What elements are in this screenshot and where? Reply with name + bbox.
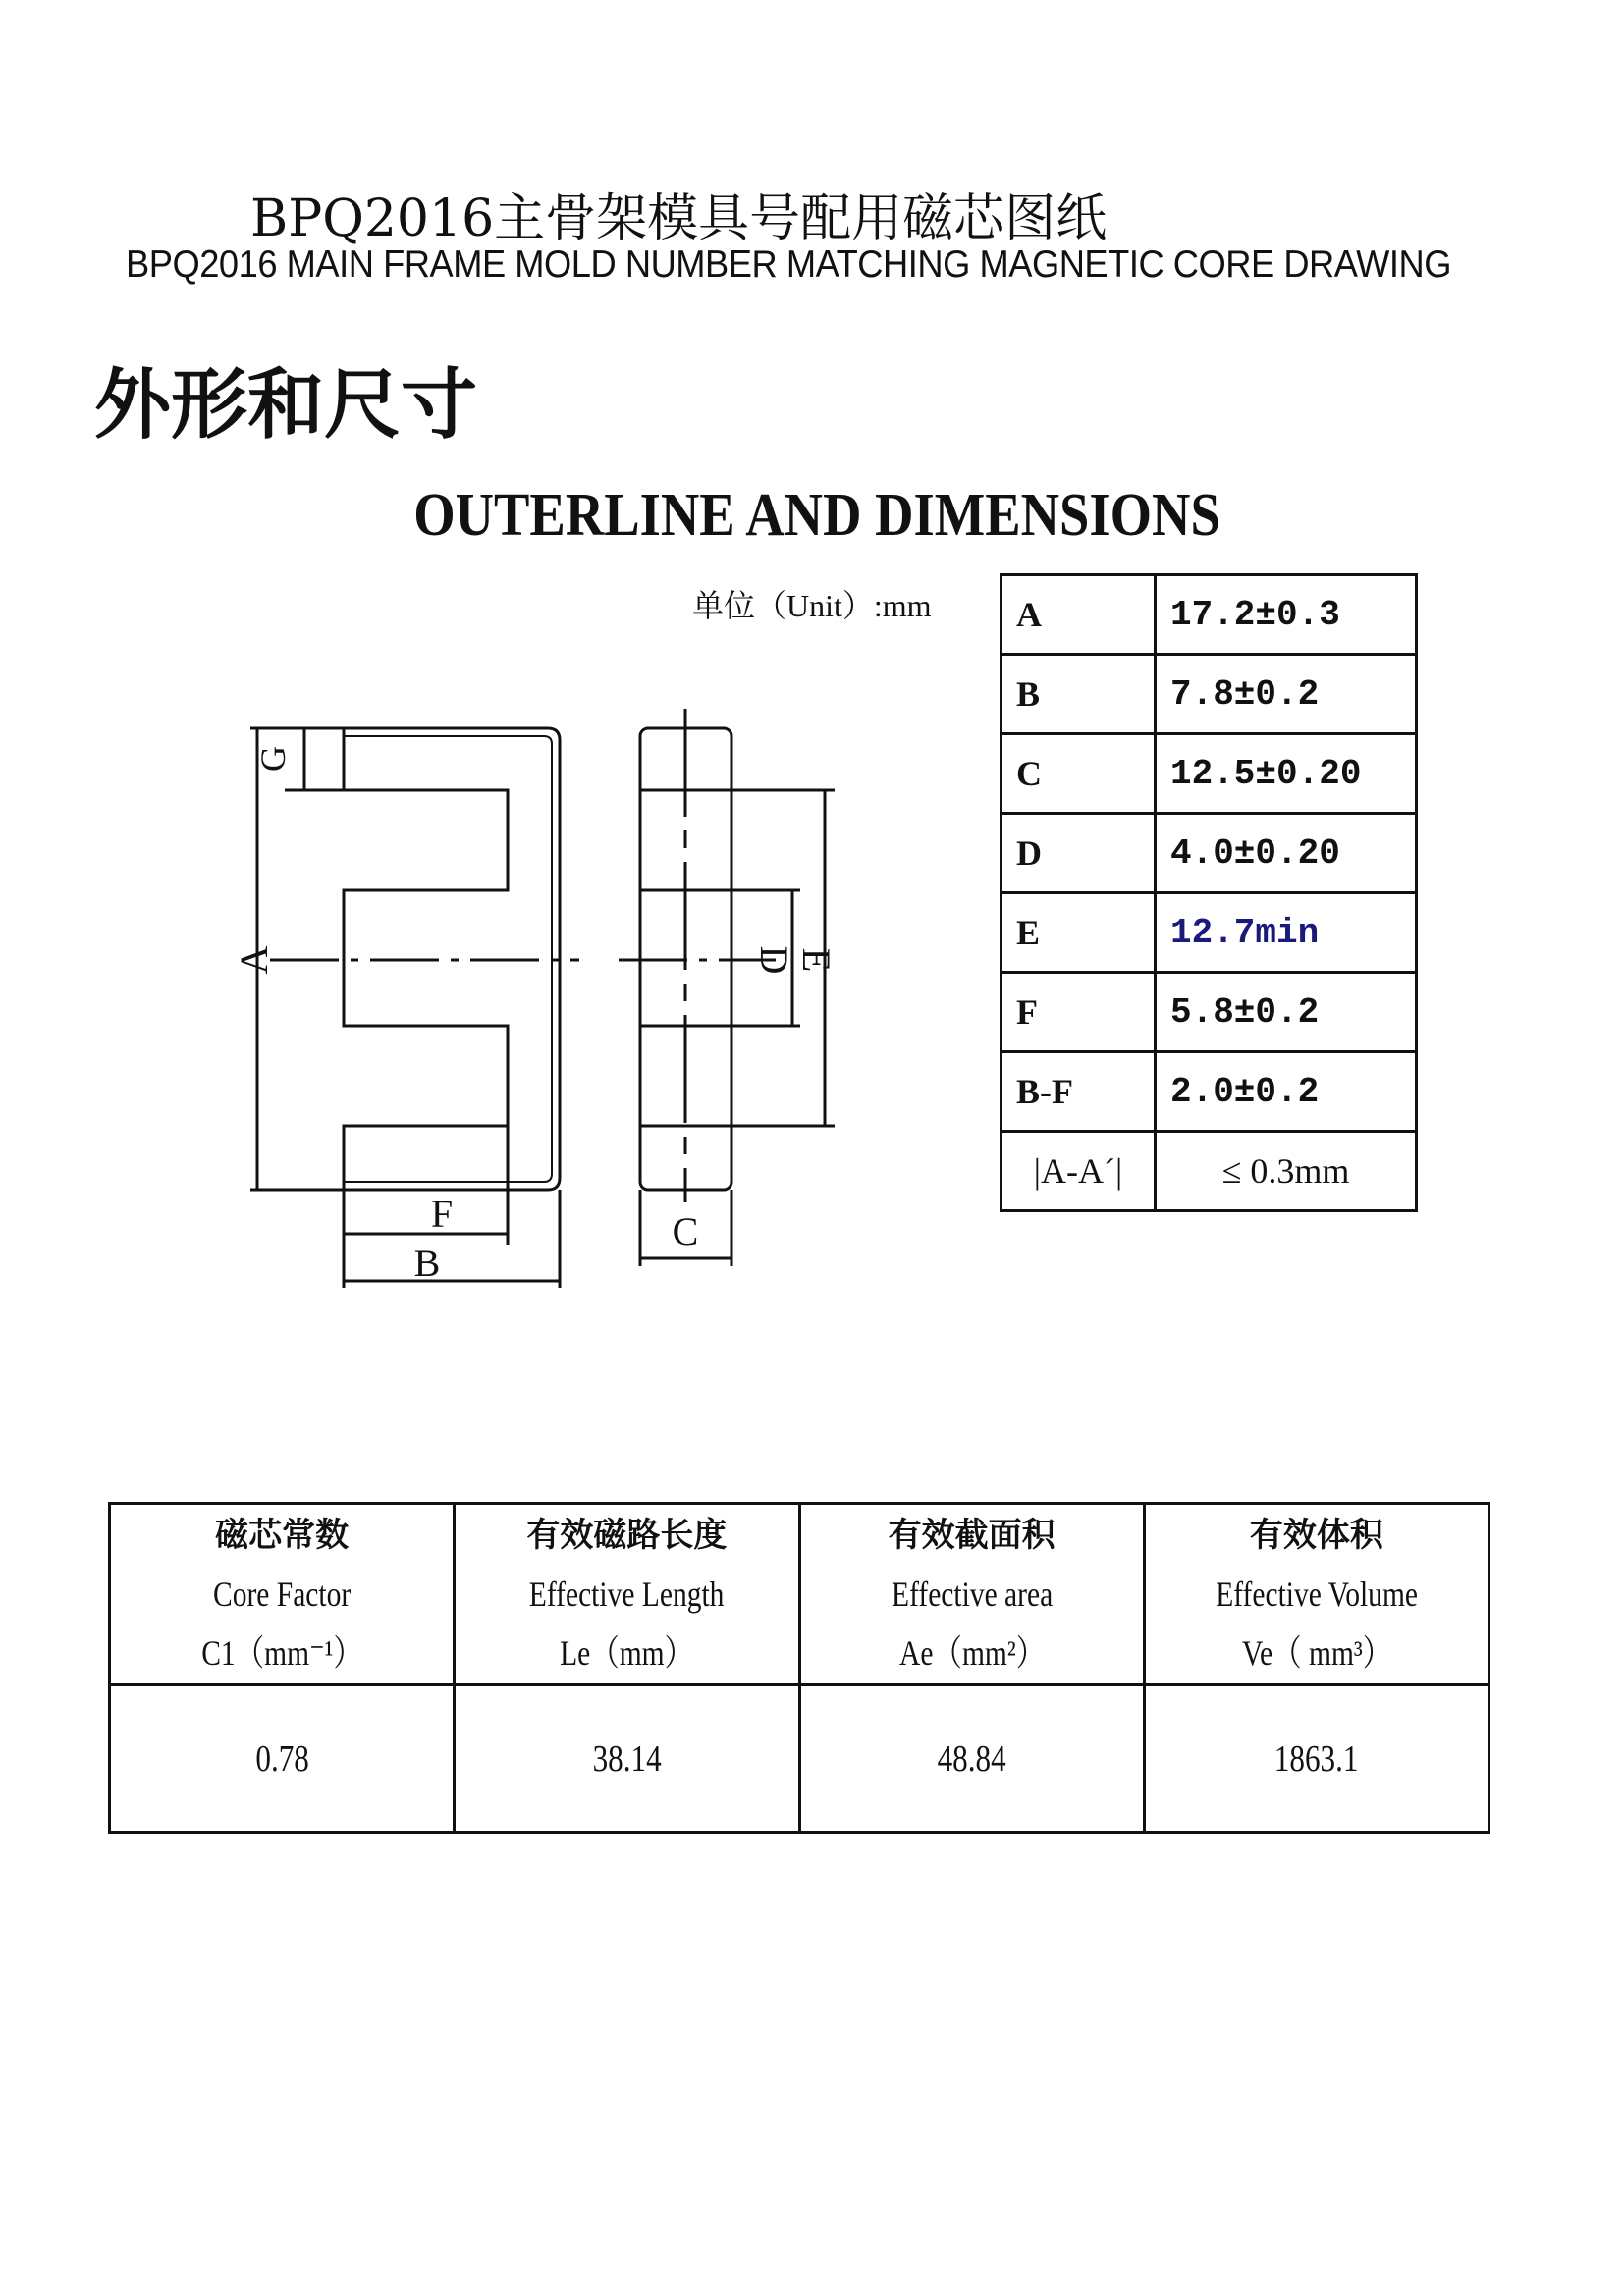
table-row <box>110 1685 1489 1833</box>
label-g: G <box>253 746 293 772</box>
e-core-side-view <box>619 709 835 1266</box>
table-row <box>1001 973 1417 1052</box>
table-row <box>1001 575 1417 655</box>
value-core-factor: 0.78 <box>140 1685 423 1833</box>
value-effective-volume: 1863.1 <box>1175 1685 1458 1833</box>
header-core-factor <box>110 1504 455 1685</box>
header-cn: 有效磁路长度 <box>526 1516 728 1555</box>
dim-key: A <box>1001 575 1156 655</box>
core-drawing <box>0 0 982 1335</box>
header-en: Effective Length <box>529 1575 725 1614</box>
header-en: Core Factor <box>213 1575 352 1614</box>
dim-key: D <box>1001 814 1156 893</box>
dim-value: 17.2±0.3 <box>1156 575 1417 655</box>
header-symbol: C1（mm⁻¹） <box>201 1633 363 1673</box>
header-en: Effective Volume <box>1215 1575 1418 1614</box>
dim-value: 5.8±0.2 <box>1156 973 1417 1052</box>
label-b: B <box>413 1241 441 1285</box>
unit-label: 单位（Unit）:mm <box>692 588 932 623</box>
table-row <box>1001 814 1417 893</box>
label-f: F <box>430 1192 454 1236</box>
dim-value: 12.5±0.20 <box>1156 734 1417 814</box>
dim-key: C <box>1001 734 1156 814</box>
dim-key: B-F <box>1001 1052 1156 1132</box>
dim-value: 4.0±0.20 <box>1156 814 1417 893</box>
label-e: E <box>794 947 839 973</box>
core-properties-table <box>108 1502 1490 1834</box>
header-effective-area <box>799 1504 1144 1685</box>
label-c: C <box>672 1209 699 1254</box>
label-d: D <box>752 945 796 975</box>
header-cn: 有效截面积 <box>888 1516 1056 1555</box>
header-cn: 有效体积 <box>1249 1516 1383 1555</box>
table-row <box>1001 655 1417 734</box>
dim-value: ≤ 0.3mm <box>1156 1132 1417 1211</box>
dimensions-table <box>1000 573 1418 1212</box>
dim-key: B <box>1001 655 1156 734</box>
table-row <box>1001 1052 1417 1132</box>
dim-value: 7.8±0.2 <box>1156 655 1417 734</box>
section-title-en: OUTERLINE AND DIMENSIONS <box>413 482 1220 549</box>
document-title-cn: BPQ2016主骨架模具号配用磁芯图纸 <box>250 189 1108 248</box>
table-row <box>1001 893 1417 973</box>
value-effective-length: 38.14 <box>485 1685 768 1833</box>
header-cn: 磁芯常数 <box>215 1516 350 1555</box>
table-header-row <box>110 1504 1489 1685</box>
header-symbol: Ve（ mm³） <box>1241 1633 1392 1673</box>
header-symbol: Ae（mm²） <box>898 1633 1045 1673</box>
dim-value: 12.7min <box>1156 893 1417 973</box>
table-row <box>1001 734 1417 814</box>
label-a: A <box>232 945 276 975</box>
header-symbol: Le（mm） <box>560 1633 694 1673</box>
table-row <box>1001 1132 1417 1211</box>
header-effective-length <box>455 1504 799 1685</box>
dim-key: |A-A´| <box>1001 1132 1156 1211</box>
document-title-en: BPQ2016 MAIN FRAME MOLD NUMBER MATCHING MAGNETIC CORE DRAWING <box>126 243 1452 286</box>
header-effective-volume <box>1144 1504 1489 1685</box>
dim-key: F <box>1001 973 1156 1052</box>
dim-value: 2.0±0.2 <box>1156 1052 1417 1132</box>
value-effective-area: 48.84 <box>831 1685 1113 1833</box>
section-title-cn: 外形和尺寸 <box>94 361 478 450</box>
e-core-front-view <box>250 728 579 1288</box>
dim-key: E <box>1001 893 1156 973</box>
header-en: Effective area <box>891 1575 1053 1614</box>
